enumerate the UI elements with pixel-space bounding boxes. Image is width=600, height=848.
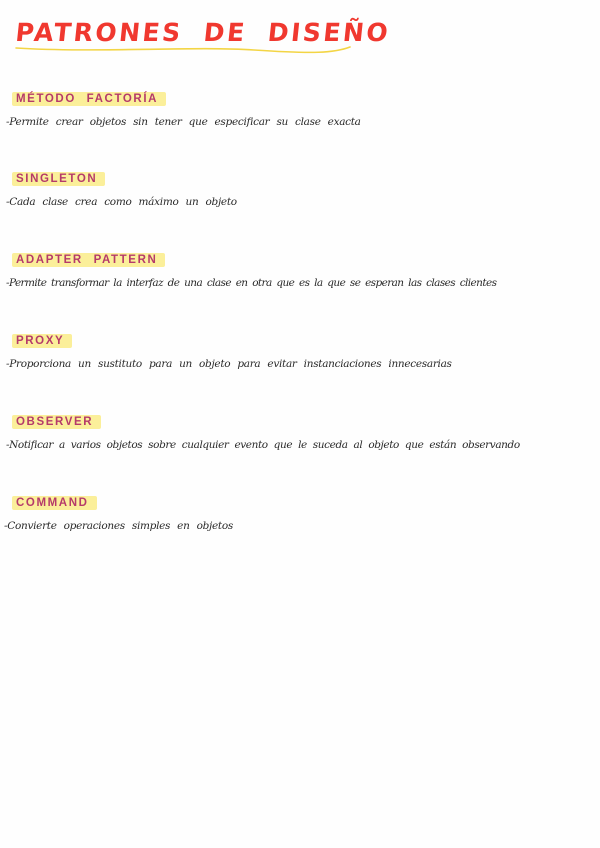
page-title: PATRONES DE DISEÑO (14, 18, 392, 47)
section-command (8, 491, 97, 511)
section-text: -Cada clase crea como máximo un objeto (6, 196, 237, 208)
heading-label: ADAPTER PATTERN (16, 254, 158, 266)
heading-label: COMMAND (16, 497, 89, 509)
section-observer (8, 410, 101, 430)
title-underline-stroke (16, 47, 350, 52)
page-title-block (14, 18, 392, 48)
section-proxy (8, 329, 72, 349)
section-adapter-pattern (8, 248, 165, 268)
heading-label: SINGLETON (16, 173, 98, 185)
section-text: -Permite transformar la interfaz de una clase en otra que es la que se esperan las clases clientes (6, 277, 497, 289)
heading-label: MÉTODO FACTORÍA (16, 93, 159, 105)
heading-label: OBSERVER (16, 416, 94, 428)
section-metodo-factoria (8, 87, 166, 107)
heading-label: PROXY (16, 335, 65, 347)
section-text: -Convierte operaciones simples en objetos (4, 520, 233, 532)
section-heading (8, 91, 166, 107)
title-underline (14, 44, 354, 56)
section-heading (8, 333, 72, 349)
section-heading (8, 252, 165, 268)
section-heading (8, 414, 101, 430)
section-text: -Permite crear objetos sin tener que especificar su clase exacta (6, 116, 361, 128)
section-singleton (8, 167, 105, 187)
section-text: -Proporciona un sustituto para un objeto para evitar instanciaciones innecesarias (6, 358, 452, 370)
section-heading (8, 495, 97, 511)
section-text: -Notificar a varios objetos sobre cualquier evento que le suceda al objeto que están observando (6, 439, 520, 451)
section-heading (8, 171, 105, 187)
